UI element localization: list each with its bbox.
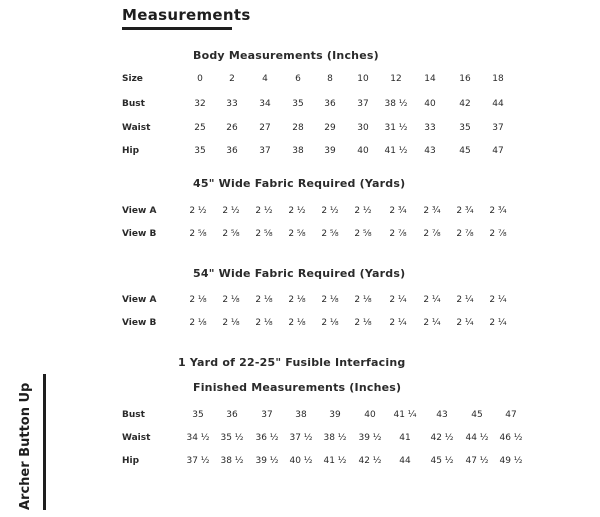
fabric54-cell: 2 ¼ [489,318,507,328]
body-cell: 2 [229,74,235,84]
body-cell: 12 [390,74,402,84]
fabric45-cell: 2 ⅝ [255,229,273,239]
finished-cell: 45 ½ [430,456,454,466]
finished-cell: 41 ½ [323,456,347,466]
finished-row [0,410,600,424]
body-row-label: Waist [122,123,151,133]
fabric54-cell: 2 ⅛ [354,295,372,305]
finished-cell: 42 ½ [430,433,454,443]
body-cell: 30 [357,123,369,133]
finished-cell: 45 [471,410,483,420]
fabric54-cell: 2 ¼ [456,295,474,305]
finished-cell: 43 [436,410,448,420]
fabric45-cell: 2 ⅞ [423,229,441,239]
body-cell: 35 [292,99,304,109]
fabric54-cell: 2 ¼ [389,318,407,328]
body-cell: 37 [492,123,504,133]
fabric45-cell: 2 ⅝ [222,229,240,239]
fabric54-cell: 2 ⅛ [222,318,240,328]
finished-row [0,433,600,447]
fabric54-cell: 2 ⅛ [189,295,207,305]
finished-row [0,456,600,470]
finished-cell: 38 [295,410,307,420]
body-cell: 40 [357,146,369,156]
body-cell: 35 [459,123,471,133]
fabric45-cell: 2 ⅝ [288,229,306,239]
finished-cell: 34 ½ [186,433,210,443]
body-cell: 6 [295,74,301,84]
body-cell: 37 [259,146,271,156]
fabric54-cell: 2 ⅛ [288,318,306,328]
fabric54-row [0,295,600,309]
fabric45-row-label: View A [122,206,157,216]
fabric54-cell: 2 ⅛ [222,295,240,305]
fabric45-cell: 2 ½ [354,206,372,216]
body-cell: 31 ½ [384,123,408,133]
fabric54-row-label: View B [122,318,157,328]
finished-cell: 37 [261,410,273,420]
finished-cell: 38 ½ [220,456,244,466]
fabric45-row [0,206,600,220]
body-cell: 16 [459,74,471,84]
vertical-rule [43,374,46,510]
body-cell: 37 [357,99,369,109]
body-cell: 14 [424,74,436,84]
body-cell: 18 [492,74,504,84]
body-cell: 8 [327,74,333,84]
body-cell: 43 [424,146,436,156]
interfacing-note: 1 Yard of 22-25" Fusible Interfacing [178,356,406,369]
body-cell: 35 [194,146,206,156]
fabric54-cell: 2 ⅛ [255,295,273,305]
body-row-label: Bust [122,99,145,109]
fabric54-cell: 2 ¼ [389,295,407,305]
fabric45-cell: 2 ¾ [456,206,474,216]
body-row [0,74,600,88]
body-row-label: Hip [122,146,140,156]
body-cell: 45 [459,146,471,156]
body-cell: 10 [357,74,369,84]
finished-cell: 44 [399,456,411,466]
fabric-45-title: 45" Wide Fabric Required (Yards) [193,177,406,190]
body-cell: 40 [424,99,436,109]
fabric54-row-label: View A [122,295,157,305]
finished-cell: 39 ½ [255,456,279,466]
finished-row-label: Bust [122,410,145,420]
body-cell: 29 [324,123,336,133]
finished-cell: 46 ½ [499,433,523,443]
fabric45-cell: 2 ½ [222,206,240,216]
fabric45-cell: 2 ¾ [423,206,441,216]
fabric54-row [0,318,600,332]
fabric54-cell: 2 ⅛ [255,318,273,328]
pattern-name: Archer Button Up [18,382,33,510]
finished-cell: 38 ½ [323,433,347,443]
finished-cell: 47 ½ [465,456,489,466]
fabric54-cell: 2 ¼ [456,318,474,328]
fabric45-cell: 2 ½ [189,206,207,216]
fabric45-cell: 2 ½ [288,206,306,216]
body-row [0,146,600,160]
body-cell: 34 [259,99,271,109]
fabric45-cell: 2 ¾ [489,206,507,216]
body-cell: 44 [492,99,504,109]
fabric54-cell: 2 ⅛ [321,295,339,305]
heading-underline [122,27,232,30]
fabric45-cell: 2 ¾ [389,206,407,216]
body-cell: 32 [194,99,206,109]
fabric45-cell: 2 ⅞ [489,229,507,239]
body-cell: 25 [194,123,206,133]
finished-cell: 42 ½ [358,456,382,466]
finished-cell: 39 [329,410,341,420]
body-cell: 33 [424,123,436,133]
finished-cell: 35 [192,410,204,420]
fabric54-cell: 2 ⅛ [288,295,306,305]
finished-cell: 40 [364,410,376,420]
fabric45-cell: 2 ⅝ [354,229,372,239]
body-cell: 47 [492,146,504,156]
finished-measurements-title: Finished Measurements (Inches) [193,381,402,394]
fabric-54-title: 54" Wide Fabric Required (Yards) [193,267,406,280]
finished-cell: 39 ½ [358,433,382,443]
body-cell: 36 [324,99,336,109]
fabric45-cell: 2 ⅞ [389,229,407,239]
body-cell: 28 [292,123,304,133]
body-cell: 27 [259,123,271,133]
finished-cell: 36 ½ [255,433,279,443]
finished-cell: 49 ½ [499,456,523,466]
fabric54-cell: 2 ¼ [489,295,507,305]
finished-cell: 44 ½ [465,433,489,443]
body-cell: 26 [226,123,238,133]
fabric45-cell: 2 ⅞ [456,229,474,239]
body-row [0,99,600,113]
fabric54-cell: 2 ⅛ [189,318,207,328]
body-cell: 42 [459,99,471,109]
finished-row-label: Waist [122,433,151,443]
fabric45-cell: 2 ½ [321,206,339,216]
fabric54-cell: 2 ¼ [423,318,441,328]
body-cell: 38 ½ [384,99,408,109]
fabric45-row [0,229,600,243]
finished-cell: 35 ½ [220,433,244,443]
page-heading: Measurements [122,6,251,24]
fabric45-row-label: View B [122,229,157,239]
body-row [0,123,600,137]
body-row-label: Size [122,74,143,84]
body-cell: 41 ½ [384,146,408,156]
body-measurements-title: Body Measurements (Inches) [193,49,379,62]
fabric54-cell: 2 ⅛ [354,318,372,328]
fabric45-cell: 2 ½ [255,206,273,216]
finished-cell: 47 [505,410,517,420]
finished-cell: 40 ½ [289,456,313,466]
finished-cell: 41 ¼ [393,410,417,420]
body-cell: 36 [226,146,238,156]
body-cell: 4 [262,74,268,84]
body-cell: 0 [197,74,203,84]
body-cell: 39 [324,146,336,156]
fabric45-cell: 2 ⅝ [321,229,339,239]
finished-cell: 36 [226,410,238,420]
body-cell: 33 [226,99,238,109]
finished-cell: 37 ½ [186,456,210,466]
fabric54-cell: 2 ⅛ [321,318,339,328]
body-cell: 38 [292,146,304,156]
fabric45-cell: 2 ⅝ [189,229,207,239]
fabric54-cell: 2 ¼ [423,295,441,305]
finished-cell: 41 [399,433,411,443]
finished-row-label: Hip [122,456,140,466]
finished-cell: 37 ½ [289,433,313,443]
